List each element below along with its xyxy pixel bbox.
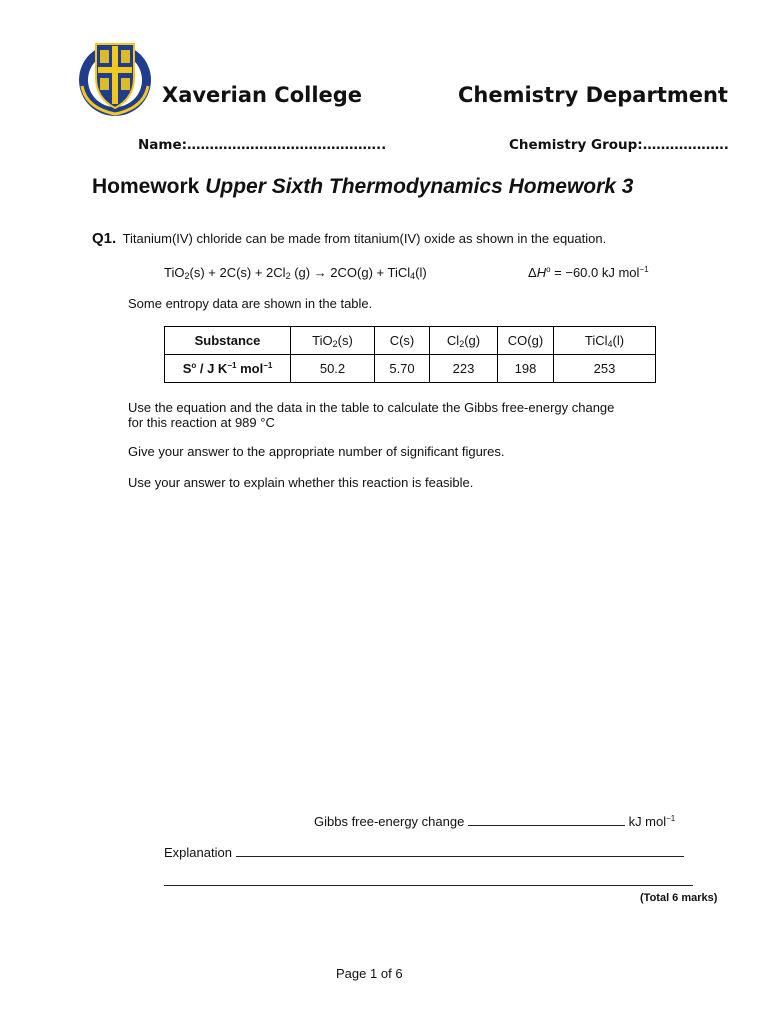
question-text: Titanium(IV) chloride can be made from titanium(IV) oxide as shown in the equation. [122, 231, 607, 246]
formula: TiO [312, 332, 333, 348]
formula-state: (l) [612, 332, 625, 348]
enthalpy-value: = −60.0 kJ mol [550, 265, 640, 280]
table-header-cell: C(s) [375, 327, 430, 355]
table-intro: Some entropy data are shown in the table. [128, 296, 373, 311]
explanation-field-line-2[interactable] [164, 873, 693, 886]
page-number [336, 966, 403, 981]
equation-part: TiO [164, 265, 185, 280]
unit-exponent: −1 [227, 361, 237, 370]
enthalpy-symbol: H [536, 265, 547, 280]
chemistry-group-field[interactable]: Chemistry Group:………………. [509, 137, 729, 153]
table-cell: 223 [430, 355, 498, 383]
gibbs-answer-line [314, 813, 675, 829]
formula: TiCl [584, 332, 608, 348]
table-header-cell [430, 327, 498, 355]
title-subject: Upper Sixth Thermodynamics Homework 3 [205, 175, 634, 198]
equation-part: (g) → 2CO(g) + TiCl [290, 265, 411, 280]
gibbs-label: Gibbs free-energy change [314, 814, 465, 829]
explanation-label: Explanation [164, 845, 232, 860]
table-header-cell [291, 327, 375, 355]
question-1 [92, 230, 606, 247]
table-cell: 253 [554, 355, 656, 383]
instruction-feasibility: Use your answer to explain whether this reaction is feasible. [128, 475, 474, 490]
table-row-label [165, 355, 291, 383]
standard-symbol: o [191, 361, 197, 370]
title-lead: Homework [92, 175, 200, 198]
delta-symbol: Δ [528, 265, 537, 280]
page-title [92, 175, 633, 199]
formula-subscript: 2 [332, 338, 338, 349]
reaction-equation [164, 265, 427, 281]
table-header-cell: Substance [165, 327, 291, 355]
formula-subscript: 2 [459, 338, 465, 349]
formula: Cl [446, 332, 460, 348]
table-cell: 50.2 [291, 355, 375, 383]
page-of-label: of [380, 966, 392, 981]
gibbs-unit: kJ mol [628, 814, 667, 829]
entropy-symbol: S [182, 361, 192, 376]
name-field[interactable]: Name:…………………………………….. [138, 137, 387, 153]
table-header-cell: CO(g) [498, 327, 554, 355]
college-name: Xaverian College [162, 83, 363, 107]
enthalpy-change [528, 265, 649, 280]
unit-exponent: −1 [263, 361, 273, 370]
page-label: Page [336, 966, 367, 981]
equation-subscript: 2 [184, 271, 190, 281]
unit-exponent: −1 [666, 814, 676, 823]
page-current: 1 [370, 966, 378, 981]
instruction-calculate: Use the equation and the data in the table to calculate the Gibbs free-energy change for this reaction at 989 °C [128, 400, 615, 430]
entropy-table [164, 326, 656, 383]
equation-subscript: 4 [410, 271, 416, 281]
unit-part: mol [236, 361, 264, 376]
page-total: 6 [395, 966, 403, 981]
standard-symbol: o [546, 265, 551, 274]
explanation-field[interactable] [236, 844, 684, 857]
table-cell: 198 [498, 355, 554, 383]
explanation-line [164, 844, 684, 860]
unit-part: / J K [196, 361, 228, 376]
unit-exponent: −1 [639, 265, 649, 274]
table-row [165, 327, 656, 355]
formula-subscript: 4 [607, 338, 613, 349]
question-number: Q1. [92, 230, 117, 247]
formula-state: (g) [464, 332, 481, 348]
instruction-sig-figs: Give your answer to the appropriate number of significant figures. [128, 444, 505, 459]
gibbs-answer-field[interactable] [468, 813, 625, 826]
formula-state: (s) [337, 332, 353, 348]
table-row [165, 355, 656, 383]
total-marks: (Total 6 marks) [640, 892, 718, 904]
college-crest-logo [76, 34, 154, 118]
table-header-cell [554, 327, 656, 355]
equation-subscript: 2 [285, 271, 291, 281]
department-name: Chemistry Department [458, 83, 728, 107]
equation-part: (s) + 2C(s) + 2Cl [189, 265, 286, 280]
equation-part: (l) [415, 265, 427, 280]
table-cell: 5.70 [375, 355, 430, 383]
